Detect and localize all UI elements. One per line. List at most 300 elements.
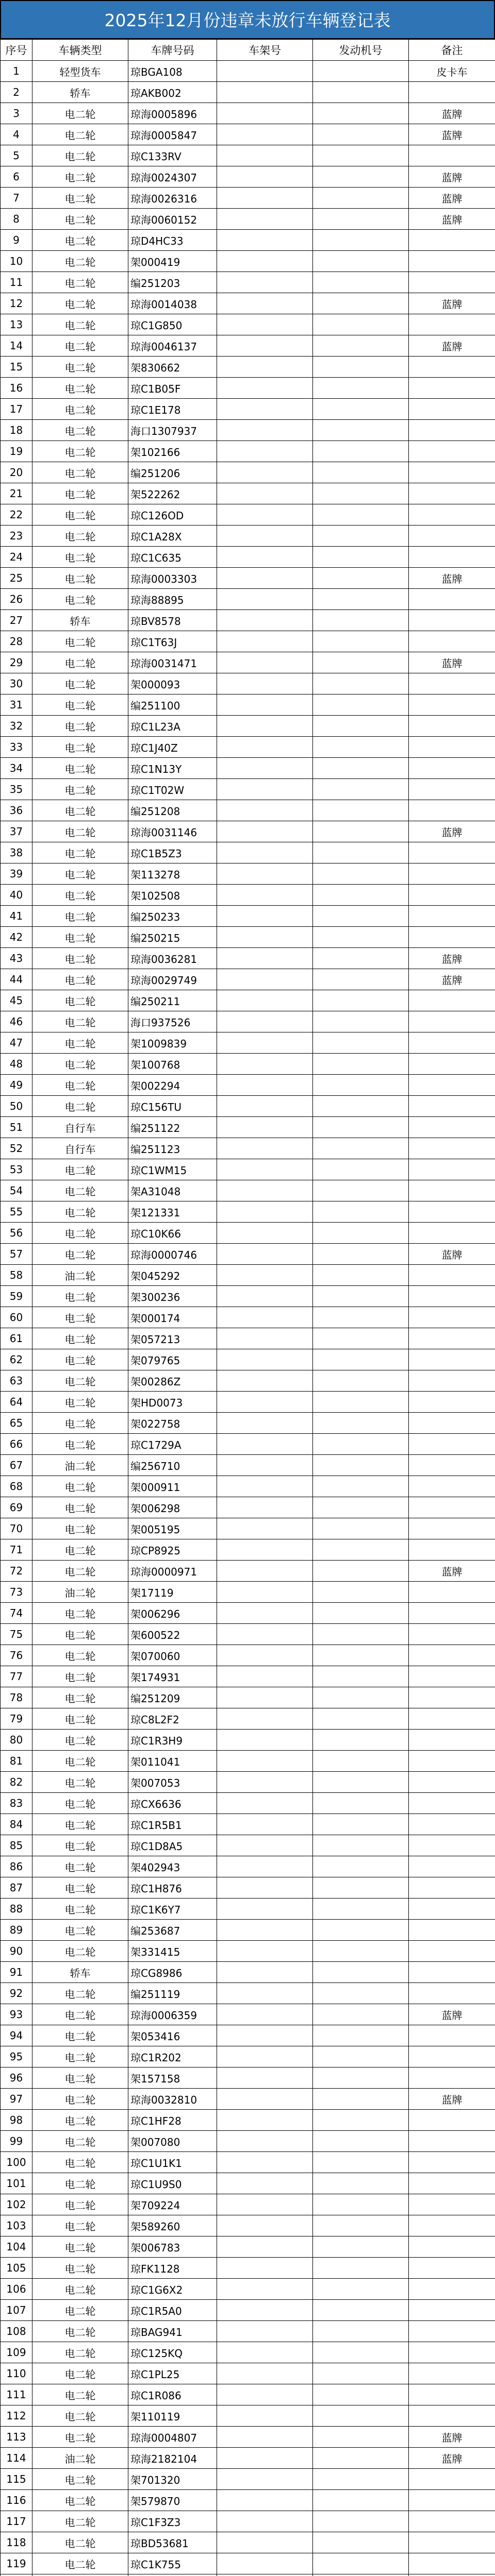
frame-number-cell [217,1223,313,1244]
plate-number-cell: 琼海0060152 [128,209,217,230]
vehicle-type-cell: 电二轮 [32,145,128,166]
serial-cell: 100 [1,2152,32,2173]
engine-number-cell [313,1962,409,1983]
table-row [1,948,495,969]
table-row [1,885,495,906]
plate-number-cell: 海口937526 [128,1011,217,1032]
frame-number-cell [217,1307,313,1328]
plate-number-cell: 架070060 [128,1645,217,1666]
engine-number-cell [313,145,409,166]
table-row [1,906,495,927]
vehicle-type-cell: 电二轮 [32,1518,128,1539]
remarks-cell [409,589,495,610]
plate-number-cell: 架174931 [128,1666,217,1687]
remarks-cell [409,1877,495,1899]
serial-cell: 53 [1,1159,32,1180]
plate-number-cell: 架006296 [128,1603,217,1624]
serial-cell: 62 [1,1349,32,1370]
frame-number-cell [217,2152,313,2173]
plate-number-cell: 编251122 [128,1117,217,1138]
engine-number-cell [313,2236,409,2258]
engine-number-cell [313,1075,409,1096]
serial-cell: 64 [1,1392,32,1413]
frame-number-cell [217,2131,313,2152]
plate-number-cell: 架006783 [128,2236,217,2258]
frame-number-cell [217,1582,313,1603]
vehicle-type-cell: 电二轮 [32,2089,128,2110]
serial-cell: 37 [1,821,32,842]
plate-number-cell: 编251100 [128,694,217,716]
table-row [1,1265,495,1286]
plate-number-cell: 琼海0032810 [128,2089,217,2110]
plate-number-cell: 架701320 [128,2469,217,2490]
serial-cell: 36 [1,800,32,821]
remarks-cell [409,1518,495,1539]
remarks-cell [409,800,495,821]
table-row [1,1392,495,1413]
table-row [1,1096,495,1117]
remarks-cell [409,314,495,335]
engine-number-cell [313,166,409,188]
plate-number-cell: 琼CP8925 [128,1539,217,1561]
table-row [1,230,495,251]
table-row [1,1413,495,1434]
serial-cell: 32 [1,716,32,737]
frame-number-cell [217,2363,313,2384]
remarks-cell [409,673,495,694]
table-row [1,1370,495,1392]
frame-number-cell [217,2511,313,2532]
remarks-cell [409,2258,495,2279]
serial-cell: 109 [1,2342,32,2363]
vehicle-type-cell: 油二轮 [32,2448,128,2469]
serial-cell: 75 [1,1624,32,1645]
remarks-cell [409,758,495,779]
serial-cell: 9 [1,230,32,251]
engine-number-cell [313,399,409,420]
header-row [1,40,495,61]
table-row [1,145,495,166]
engine-number-cell [313,842,409,863]
frame-number-cell [217,378,313,399]
plate-number-cell: 琼C1PL25 [128,2363,217,2384]
remarks-cell [409,2025,495,2046]
table-row [1,1349,495,1370]
serial-cell: 89 [1,1920,32,1941]
engine-number-cell [313,2384,409,2405]
remarks-cell: 蓝牌 [409,1561,495,1582]
frame-number-cell [217,2279,313,2300]
serial-cell: 74 [1,1603,32,1624]
plate-number-cell: 架005195 [128,1518,217,1539]
engine-number-cell [313,1582,409,1603]
plate-number-cell: 琼C156TU [128,1096,217,1117]
table-row [1,124,495,145]
table-row [1,1751,495,1772]
remarks-cell [409,1054,495,1075]
frame-number-cell [217,1075,313,1096]
plate-number-cell: 编251119 [128,1983,217,2004]
plate-number-cell: 琼AKB002 [128,82,217,103]
remarks-cell [409,885,495,906]
frame-number-cell [217,1413,313,1434]
frame-number-cell [217,1370,313,1392]
serial-cell: 69 [1,1497,32,1518]
engine-number-cell [313,1603,409,1624]
frame-number-cell [217,293,313,314]
table-row [1,504,495,526]
table-row [1,1032,495,1054]
frame-number-cell [217,1392,313,1413]
vehicle-type-cell: 电二轮 [32,1434,128,1455]
frame-number-cell [217,1201,313,1223]
frame-number-cell [217,1159,313,1180]
engine-number-cell [313,61,409,82]
engine-number-cell [313,2300,409,2321]
remarks-cell [409,863,495,885]
plate-number-cell: 琼海0000746 [128,1244,217,1265]
serial-cell [1,2574,32,2576]
serial-cell: 43 [1,948,32,969]
engine-number-cell [313,1877,409,1899]
plate-number-cell: 架17119 [128,1582,217,1603]
vehicle-type-cell: 电二轮 [32,1392,128,1413]
serial-cell: 112 [1,2405,32,2427]
serial-cell: 49 [1,1075,32,1096]
remarks-cell [409,2363,495,2384]
remarks-cell [409,1497,495,1518]
engine-number-cell [313,1032,409,1054]
vehicle-type-cell: 电二轮 [32,2553,128,2574]
vehicle-type-cell: 电二轮 [32,906,128,927]
remarks-cell [409,272,495,293]
frame-number-cell [217,357,313,378]
remarks-cell [409,1666,495,1687]
table-row [1,1877,495,1899]
remarks-cell [409,1307,495,1328]
frame-number-cell [217,82,313,103]
vehicle-type-cell: 电二轮 [32,2046,128,2067]
plate-number-cell: 琼C10K66 [128,1223,217,1244]
table-row [1,2553,495,2574]
frame-number-cell [217,1645,313,1666]
vehicle-type-cell: 电二轮 [32,1223,128,1244]
vehicle-type-cell: 电二轮 [32,2511,128,2532]
remarks-cell [409,526,495,547]
frame-number-cell [217,906,313,927]
vehicle-type-cell: 电二轮 [32,103,128,124]
remarks-cell [409,2173,495,2194]
table-row [1,103,495,124]
vehicle-type-cell: 电二轮 [32,1814,128,1835]
table-row [1,420,495,441]
table-row [1,188,495,209]
engine-number-cell [313,2025,409,2046]
vehicle-type-cell: 电二轮 [32,2173,128,2194]
plate-number-cell: 琼C1G850 [128,314,217,335]
serial-cell: 4 [1,124,32,145]
serial-cell: 47 [1,1032,32,1054]
table-row [1,251,495,272]
remarks-cell [409,1603,495,1624]
vehicle-type-cell: 电二轮 [32,504,128,526]
engine-number-cell [313,1434,409,1455]
vehicle-type-cell: 电二轮 [32,716,128,737]
plate-number-cell: 架113278 [128,863,217,885]
serial-cell: 1 [1,61,32,82]
vehicle-type-cell: 电二轮 [32,863,128,885]
column-header-vehicle-type: 车辆类型 [32,40,128,61]
vehicle-type-cell: 电二轮 [32,1751,128,1772]
engine-number-cell [313,2363,409,2384]
table-row [1,863,495,885]
table-row [1,1793,495,1814]
serial-cell: 26 [1,589,32,610]
plate-number-cell: 琼C1R202 [128,2046,217,2067]
engine-number-cell [313,610,409,631]
table-row [1,2405,495,2427]
engine-number-cell [313,694,409,716]
vehicle-type-cell: 电二轮 [32,1856,128,1877]
table-row [1,1180,495,1201]
engine-number-cell [313,1793,409,1814]
table-row [1,2279,495,2300]
engine-number-cell [313,969,409,990]
remarks-cell [409,1180,495,1201]
table-row [1,2025,495,2046]
frame-number-cell [217,166,313,188]
frame-number-cell [217,2236,313,2258]
plate-number-cell: 琼海0046137 [128,335,217,357]
frame-number-cell [217,2490,313,2511]
serial-cell: 90 [1,1941,32,1962]
frame-number-cell [217,1539,313,1561]
remarks-cell [409,1772,495,1793]
remarks-cell [409,230,495,251]
table-row [1,1476,495,1497]
plate-number-cell: 琼C126OD [128,504,217,526]
frame-number-cell [217,314,313,335]
frame-number-cell [217,2574,313,2576]
plate-number-cell: 架057213 [128,1328,217,1349]
table-row [1,2427,495,2448]
engine-number-cell [313,1645,409,1666]
remarks-cell: 蓝牌 [409,2448,495,2469]
engine-number-cell [313,1476,409,1497]
remarks-cell [409,1349,495,1370]
frame-number-cell [217,779,313,800]
plate-number-cell: 架709224 [128,2194,217,2215]
plate-number-cell: 琼C1729A [128,1434,217,1455]
plate-number-cell: 琼海0005896 [128,103,217,124]
serial-cell: 7 [1,188,32,209]
remarks-cell [409,145,495,166]
plate-number-cell: 琼C1G6X2 [128,2279,217,2300]
serial-cell: 91 [1,1962,32,1983]
plate-number-cell: 琼海0029749 [128,969,217,990]
plate-number-cell: 琼C1T63J [128,631,217,652]
serial-cell: 23 [1,526,32,547]
table-row [1,673,495,694]
frame-number-cell [217,2448,313,2469]
frame-number-cell [217,441,313,462]
frame-number-cell [217,1180,313,1201]
vehicle-type-cell: 电二轮 [32,737,128,758]
plate-number-cell: 琼C1R5A0 [128,2300,217,2321]
remarks-cell [409,1645,495,1666]
engine-number-cell [313,1941,409,1962]
serial-cell: 79 [1,1708,32,1730]
plate-number-cell: 琼海0014038 [128,293,217,314]
plate-number-cell: 琼C1D8A5 [128,1835,217,1856]
table-row [1,758,495,779]
remarks-cell [409,716,495,737]
remarks-cell: 蓝牌 [409,2089,495,2110]
frame-number-cell [217,2194,313,2215]
vehicle-type-cell: 电二轮 [32,990,128,1011]
serial-cell: 77 [1,1666,32,1687]
serial-cell: 108 [1,2321,32,2342]
table-row [1,209,495,230]
plate-number-cell: 海口1307937 [128,420,217,441]
plate-number-cell: 架589260 [128,2215,217,2236]
frame-number-cell [217,1666,313,1687]
engine-number-cell [313,1201,409,1223]
frame-number-cell [217,1518,313,1539]
frame-number-cell [217,1244,313,1265]
frame-number-cell [217,2173,313,2194]
serial-cell: 22 [1,504,32,526]
engine-number-cell [313,2215,409,2236]
remarks-cell [409,2279,495,2300]
remarks-cell [409,1223,495,1244]
remarks-cell [409,2405,495,2427]
plate-number-cell: 编256710 [128,1455,217,1476]
plate-number-cell: 琼海88895 [128,589,217,610]
frame-number-cell [217,504,313,526]
table-row [1,2490,495,2511]
frame-number-cell [217,673,313,694]
frame-number-cell [217,462,313,483]
serial-cell: 94 [1,2025,32,2046]
engine-number-cell [313,589,409,610]
frame-number-cell [217,272,313,293]
remarks-cell [409,1856,495,1877]
engine-number-cell [313,2152,409,2173]
vehicle-type-cell: 电二轮 [32,694,128,716]
plate-number-cell: 架402943 [128,1856,217,1877]
frame-number-cell [217,1497,313,1518]
serial-cell: 98 [1,2110,32,2131]
remarks-cell [409,1539,495,1561]
serial-cell: 101 [1,2173,32,2194]
serial-cell: 103 [1,2215,32,2236]
engine-number-cell [313,1392,409,1413]
serial-cell: 20 [1,462,32,483]
vehicle-type-cell: 电二轮 [32,2405,128,2427]
frame-number-cell [217,589,313,610]
vehicle-type-cell: 电二轮 [32,1032,128,1054]
plate-number-cell: 编253687 [128,1920,217,1941]
serial-cell: 41 [1,906,32,927]
engine-number-cell [313,124,409,145]
vehicle-type-cell: 电二轮 [32,2131,128,2152]
table-row [1,526,495,547]
serial-cell: 11 [1,272,32,293]
vehicle-type-cell: 电二轮 [32,1244,128,1265]
remarks-cell: 蓝牌 [409,1244,495,1265]
engine-number-cell [313,2131,409,2152]
plate-number-cell: 琼C1C635 [128,547,217,568]
frame-number-cell [217,1856,313,1877]
plate-number-cell: 琼C1R3H9 [128,1730,217,1751]
table-row [1,610,495,631]
plate-number-cell: 编251208 [128,800,217,821]
frame-number-cell [217,526,313,547]
plate-number-cell: 架522262 [128,483,217,504]
engine-number-cell [313,1920,409,1941]
remarks-cell [409,1582,495,1603]
vehicle-type-cell: 电二轮 [32,1096,128,1117]
plate-number-cell: 架331415 [128,1941,217,1962]
table-row [1,1645,495,1666]
table-row [1,779,495,800]
plate-number-cell: 琼C1B5Z3 [128,842,217,863]
engine-number-cell [313,2089,409,2110]
remarks-cell [409,2152,495,2173]
frame-number-cell [217,1096,313,1117]
vehicle-type-cell: 油二轮 [32,1455,128,1476]
remarks-cell [409,1983,495,2004]
table-row [1,1539,495,1561]
engine-number-cell [313,1455,409,1476]
vehicle-type-cell: 电二轮 [32,1708,128,1730]
remarks-cell [409,2553,495,2574]
frame-number-cell [217,1476,313,1497]
plate-number-cell: 琼海0031146 [128,821,217,842]
engine-number-cell [313,293,409,314]
table-row [1,631,495,652]
frame-number-cell [217,758,313,779]
remarks-cell [409,1392,495,1413]
remarks-cell [409,1011,495,1032]
table-row [1,1434,495,1455]
engine-number-cell [313,2469,409,2490]
vehicle-type-cell: 电二轮 [32,1899,128,1920]
plate-number-cell: 琼C1A28X [128,526,217,547]
serial-cell: 104 [1,2236,32,2258]
remarks-cell [409,737,495,758]
table-row [1,2046,495,2067]
engine-number-cell [313,504,409,526]
remarks-cell: 蓝牌 [409,2004,495,2025]
vehicle-type-cell: 油二轮 [32,1582,128,1603]
table-row [1,842,495,863]
frame-number-cell [217,1603,313,1624]
engine-number-cell [313,1687,409,1708]
frame-number-cell [217,885,313,906]
remarks-cell [409,1920,495,1941]
plate-number-cell: 琼BV8578 [128,610,217,631]
engine-number-cell [313,821,409,842]
vehicle-type-cell: 电二轮 [32,2110,128,2131]
vehicle-type-cell: 电二轮 [32,2152,128,2173]
vehicle-type-cell: 电二轮 [32,2004,128,2025]
vehicle-type-cell: 电二轮 [32,1286,128,1307]
vehicle-type-cell: 电二轮 [32,1159,128,1180]
serial-cell: 68 [1,1476,32,1497]
remarks-cell: 蓝牌 [409,969,495,990]
